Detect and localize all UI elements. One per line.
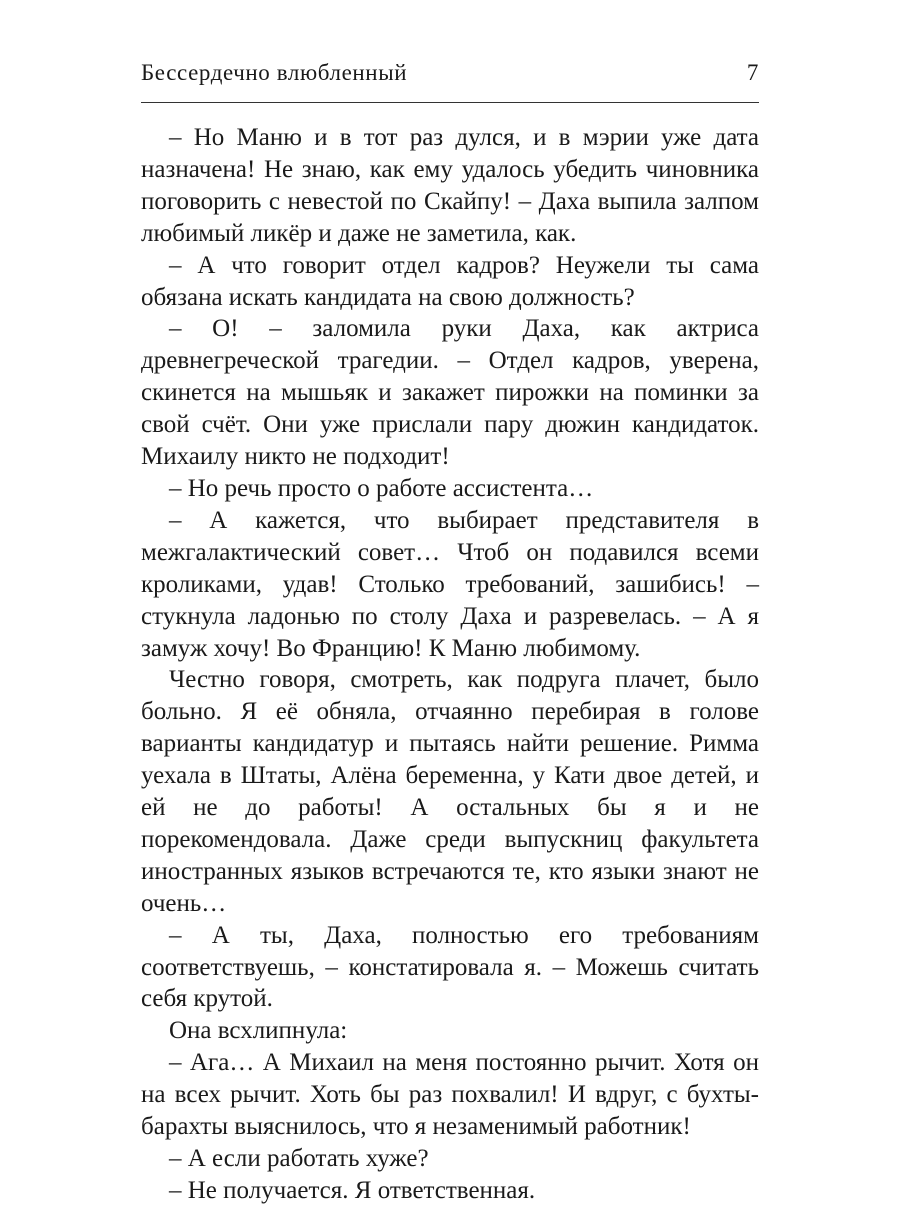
running-header bbox=[141, 60, 759, 96]
paragraph: – А кажется, что выбирает представителя в межгалактический совет… Чтоб он подавился всеми кроликами, удав! Столько требований, зашибись! – стукнула ладонью по столу Даха и разревелась. – А я замуж хочу! Во Францию! К Маню любимому. bbox=[141, 506, 759, 662]
paragraph: – А ты, Даха, полностью его требованиям соответствуешь, – констатировала я. – Можешь считать себя крутой. bbox=[141, 921, 759, 1013]
paragraph: – Не получается. Я ответственная. bbox=[169, 1176, 536, 1204]
book-title: Бессердечно влюбленный bbox=[141, 60, 408, 85]
paragraph: Честно говоря, смотреть, как подруга плачет, было больно. Я её обняла, отчаянно перебирая в голове варианты кандидатур и пытаясь найти решение. Римма уехала в Штаты, Алёна беременна, у Кати двое детей, и ей не до работы! А остальных бы я и не порекомендовала. Даже среди выпускниц факультета иностранных языков встречаются те, кто языки знают не очень… bbox=[141, 666, 759, 917]
paragraph: – Но Маню и в тот раз дулся, и в мэрии уже дата назначена! Не знаю, как ему удалось убедить чиновника поговорить с невестой по Скайпу! – Даха выпила залпом любимый ликёр и даже не заметила, как. bbox=[141, 124, 759, 247]
book-page bbox=[141, 60, 759, 1207]
header-rule bbox=[141, 102, 759, 103]
paragraph: – Ага… А Михаил на меня постоянно рычит. Хотя он на всех рычит. Хоть бы раз похвалил! И вдруг, с бухты-барахты выяснилось, что я незаменимый работник! bbox=[141, 1049, 759, 1141]
paragraph: – О! – заломила руки Даха, как актриса древнегреческой трагедии. – Отдел кадров, уверена, скинется на мышьяк и закажет пирожки на поминки за свой счёт. Они уже прислали пару дюжин кандидаток. Михаилу никто не подходит! bbox=[141, 315, 759, 471]
paragraph: – А что говорит отдел кадров? Неужели ты сама обязана искать кандидата на свою должность? bbox=[141, 251, 759, 311]
page-number: 7 bbox=[746, 60, 759, 85]
paragraph: Она всхлипнула: bbox=[169, 1017, 348, 1045]
body-text bbox=[141, 122, 759, 1207]
paragraph: – Но речь просто о работе ассистента… bbox=[169, 474, 594, 502]
paragraph: – А если работать хуже? bbox=[169, 1145, 429, 1172]
